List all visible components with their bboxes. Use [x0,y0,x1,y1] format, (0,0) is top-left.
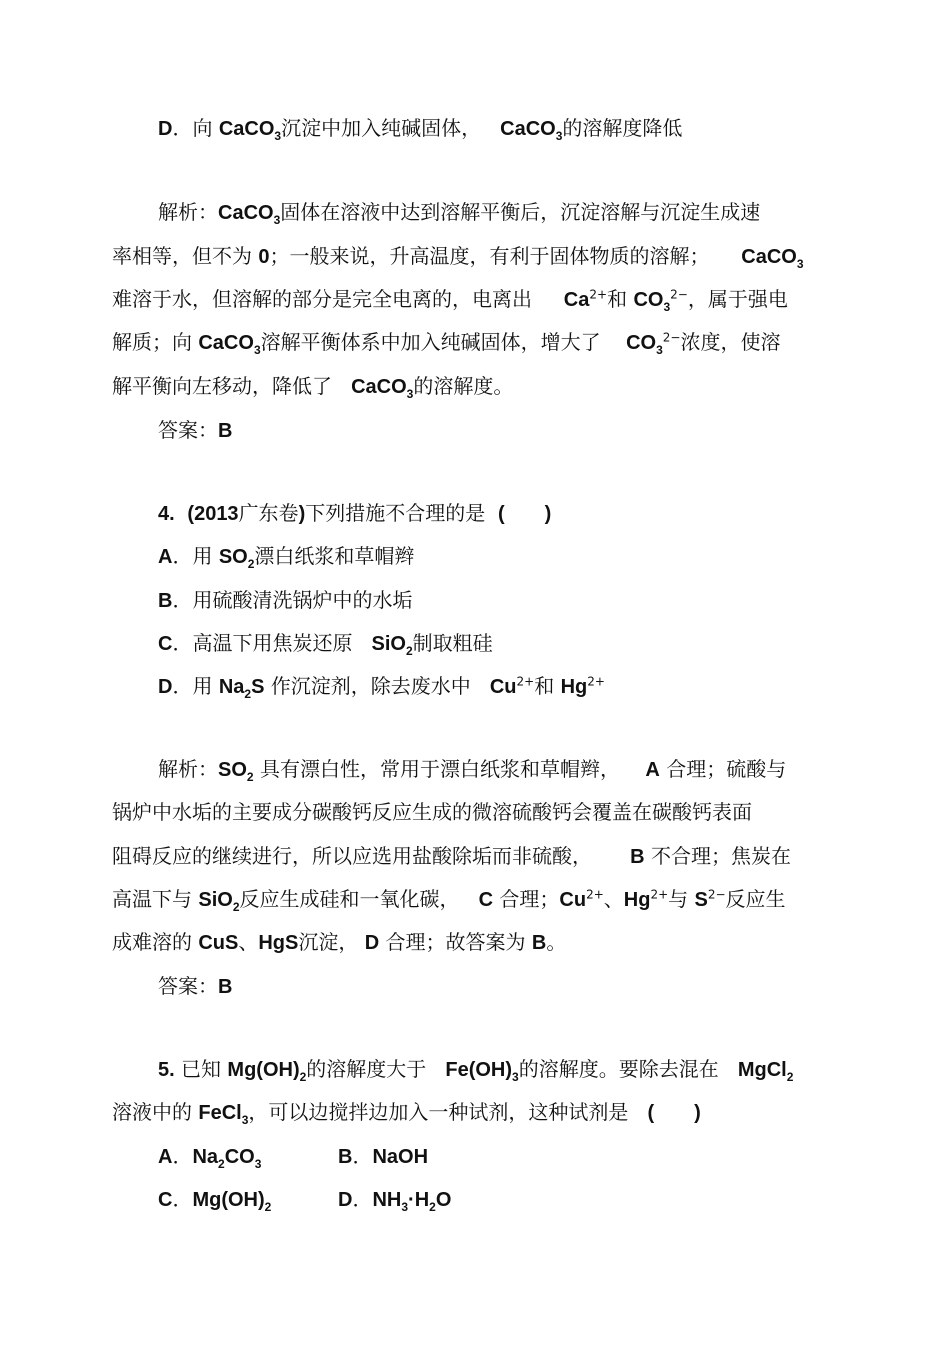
q5-stem-line-2: 溶液中的 FeCl$_3$，可以边搅拌边加入一种试剂，这种试剂是 ( ) [112,1100,701,1127]
q4-stem: 4. (2013广东卷)下列措施不合理的是 ( ) [158,501,552,525]
q4-option-b: B．用硫酸清洗锅炉中的水垢 [158,588,413,612]
q4-option-d: D．用 $Na_2S$ 作沉淀剂，除去废水中 $Cu^{2+}$和 $Hg^{2+}$ [158,674,605,701]
q4-option-c: C．高温下用焦炭还原 SiO$_2$制取粗硅 [158,631,493,658]
q3-analysis-line-5: 解平衡向左移动，降低了 CaCO$_3$的溶解度。 [112,374,514,401]
q4-analysis-line-5: 成难溶的 CuS、HgS沉淀， D 合理；故答案为 B。 [112,930,567,954]
q3-answer: 答案：B [158,418,233,442]
q4-analysis-line-1: 解析：$SO_2$ 具有漂白性，常用于漂白纸浆和草帽辫， A 合理；硫酸与 [158,757,787,784]
q5-options-row-2 [158,1184,888,1215]
q5-stem-line-1: 5. 已知 $Mg(OH)_2$的溶解度大于 $Fe(OH)_3$的溶解度。要除去混在 MgCl$_2$ [158,1057,794,1084]
q4-analysis-line-4: 高温下与 SiO$_2$反应生成硅和一氧化碳， C 合理；$Cu^{2+}$、$Hg^{2+}$与 $S^{2-}$反应生 [112,887,786,914]
q5-option-a: A．$Na_2CO_3$ [158,1144,262,1171]
q3-option-d: D．向 CaCO$_3$沉淀中加入纯碱固体， CaCO$_3$的溶解度降低 [158,116,683,143]
q4-analysis-line-3: 阻碍反应的继续进行，所以应选用盐酸除垢而非硫酸， B 不合理；焦炭在 [112,844,791,868]
q4-option-a: A．用 $SO_2$漂白纸浆和草帽辫 [158,544,415,571]
q3-analysis-line-4: 解质；向 CaCO$_3$溶解平衡体系中加入纯碱固体，增大了 $CO_3^{2-}$浓度，使溶 [112,330,781,357]
q5-option-d: D．$NH_3\cdot H_2O$ [338,1187,452,1214]
q3-analysis-line-2: 率相等，但不为 0；一般来说，升高温度，有利于固体物质的溶解； CaCO$_3$ [112,244,804,271]
q5-options-row-1 [158,1141,888,1172]
q3-analysis-line-3: 难溶于水，但溶解的部分是完全电离的，电离出 $Ca^{2+}$和 $CO_3^{2-}$，属于强电 [112,287,788,314]
q3-analysis-line-1: 解析：CaCO$_3$固体在溶液中达到溶解平衡后，沉淀溶解与沉淀生成速 [158,200,761,227]
q4-analysis-line-2: 锅炉中水垢的主要成分碳酸钙反应生成的微溶硫酸钙会覆盖在碳酸钙表面 [112,800,752,824]
q5-option-b: B．NaOH [338,1144,429,1168]
q4-answer: 答案：B [158,974,233,998]
q5-option-c: C．$Mg(OH)_2$ [158,1187,272,1214]
